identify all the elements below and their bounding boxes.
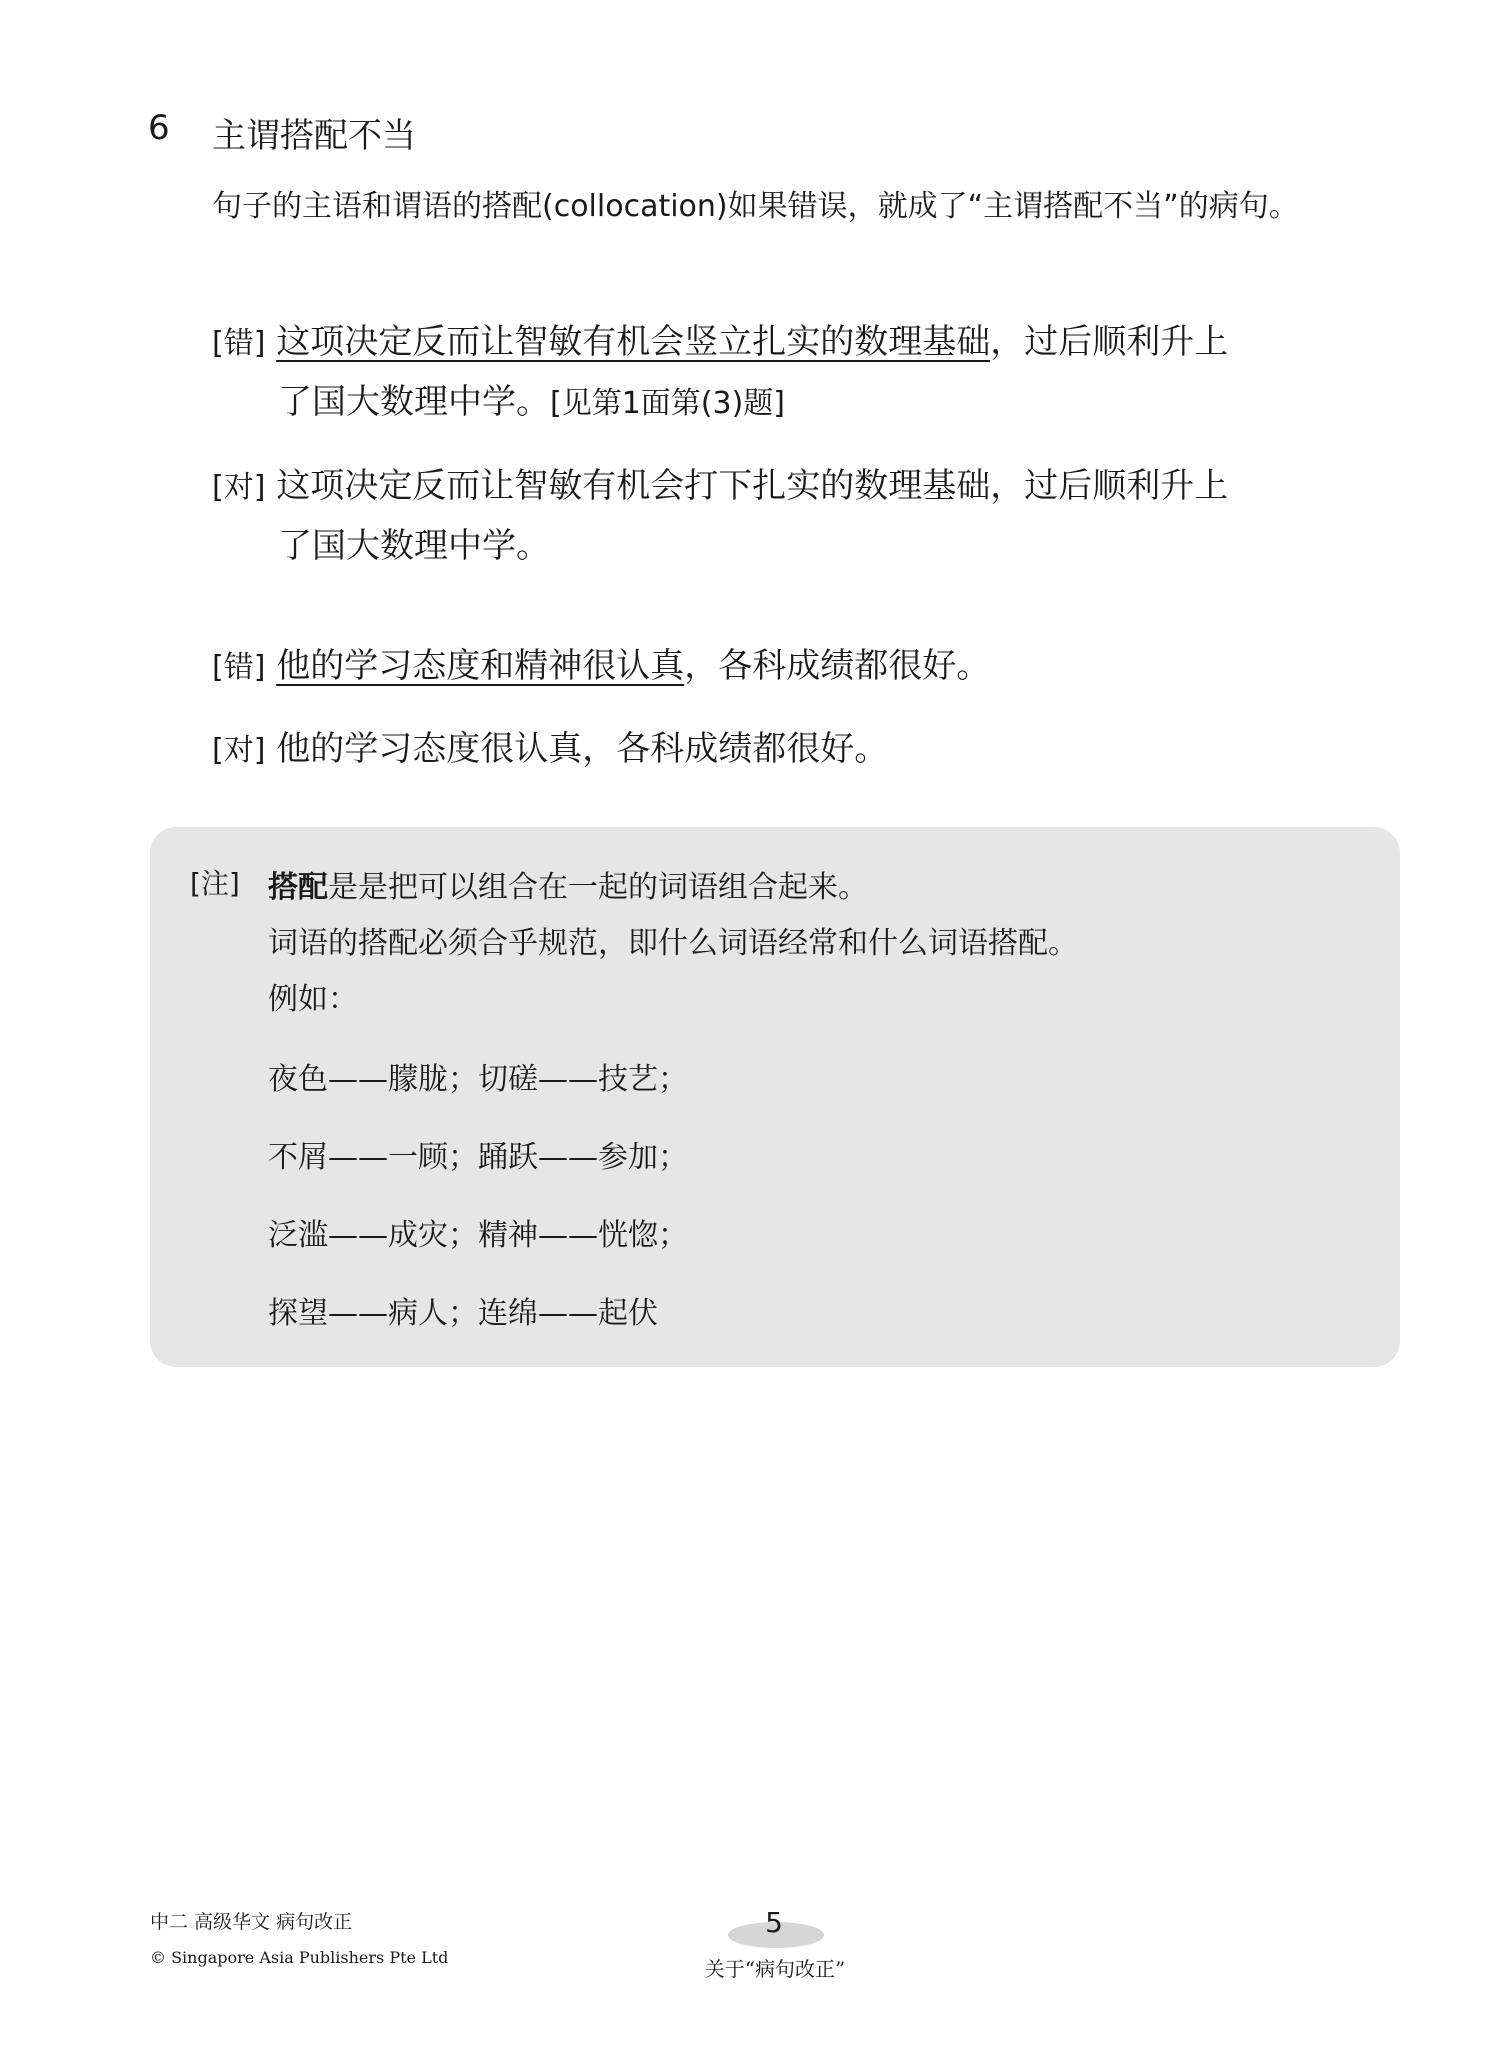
sentence-text: 这项决定反而让智敏有机会打下扎实的数理基础，过后顺利升上	[276, 466, 1229, 506]
error-underline: 他的学习态度和精神很认真	[276, 646, 685, 686]
wrong-tag: [错]	[212, 650, 266, 685]
sentence-rest: ，各科成绩都很好。	[684, 646, 991, 686]
collocation-pair-4: 探望——病人；连绵——起伏	[268, 1296, 658, 1331]
reference-note: [见第1面第(3)题]	[550, 386, 785, 421]
example-correct-2	[212, 720, 1407, 780]
note-line-3: 例如：	[268, 982, 358, 1017]
sentence-rest: ，过后顺利升上	[990, 322, 1229, 362]
note-tag: [注]	[190, 867, 240, 900]
correct-tag: [对]	[212, 733, 266, 768]
sentence-text: 他的学习态度很认真，各科成绩都很好。	[276, 729, 889, 769]
correct-tag: [对]	[212, 470, 266, 505]
collocation-pair-1: 夜色——朦胧；切磋——技艺；	[268, 1062, 688, 1097]
error-underline: 这项决定反而让智敏有机会竖立扎实的数理基础	[276, 322, 991, 362]
wrong-tag: [错]	[212, 326, 266, 361]
section-number: 6	[148, 108, 170, 148]
section-title: 主谓搭配不当	[212, 116, 416, 156]
sentence-continuation: 了国大数理中学。	[278, 526, 550, 566]
example-wrong-1	[212, 313, 1407, 433]
note-definition	[268, 862, 868, 906]
section-intro: 句子的主语和谓语的搭配(collocation)如果错误，就成了“主谓搭配不当”的病句。	[212, 189, 1299, 224]
footer-chapter: 关于“病句改正”	[704, 1957, 846, 1981]
footer-book-title: 中二 高级华文 病句改正	[150, 1911, 353, 1933]
footer-copyright: © Singapore Asia Publishers Pte Ltd	[150, 1948, 449, 1967]
example-wrong-2	[212, 637, 1407, 697]
note-definition-text: 是是把可以组合在一起的词语组合起来。	[328, 870, 868, 905]
collocation-pair-3: 泛滥——成灾；精神——恍惚；	[268, 1218, 688, 1253]
note-line-2: 词语的搭配必须合乎规范，即什么词语经常和什么词语搭配。	[268, 926, 1078, 961]
page-number: 5	[765, 1906, 783, 1939]
sentence-continuation: 了国大数理中学。	[278, 382, 550, 422]
note-term: 搭配	[268, 870, 328, 905]
collocation-pair-2: 不屑——一顾；踊跃——参加；	[268, 1140, 688, 1175]
example-correct-1	[212, 457, 1407, 575]
